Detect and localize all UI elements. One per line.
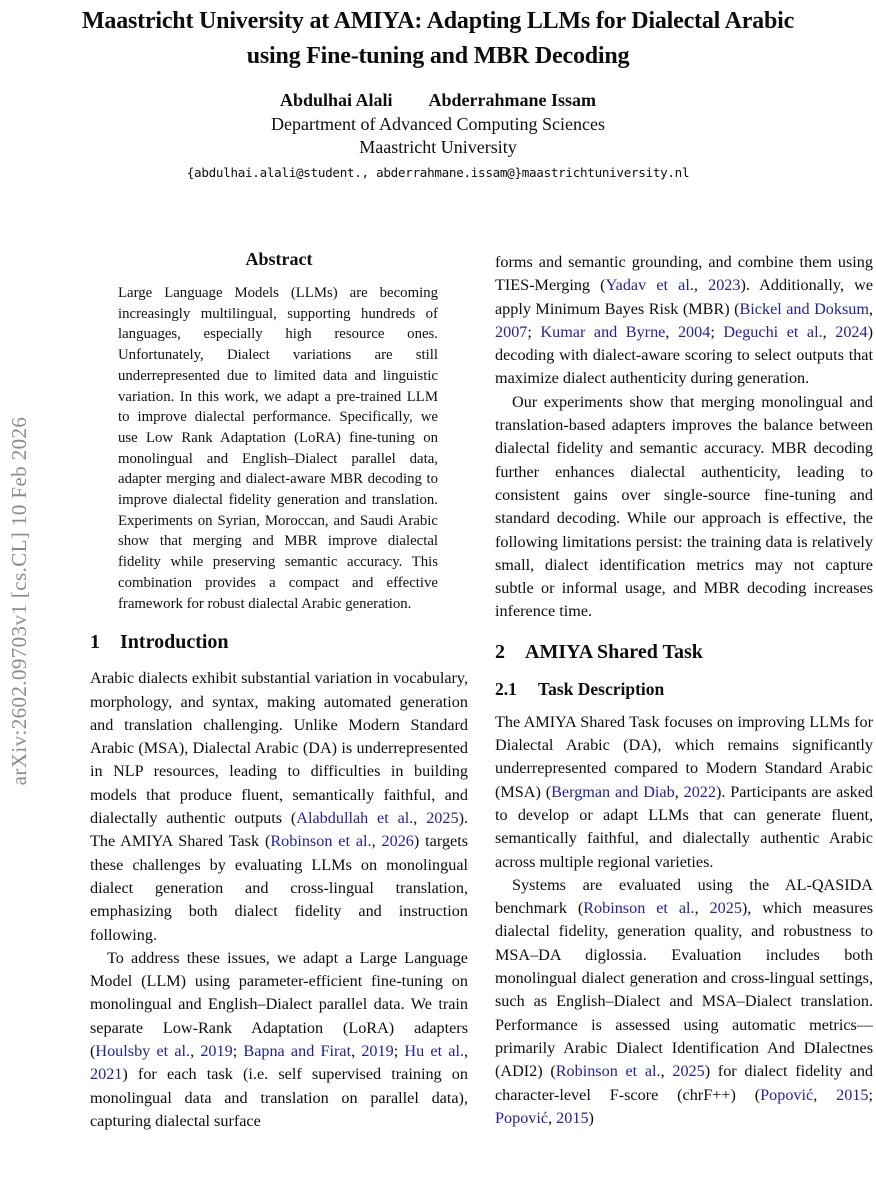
paragraph-text: , [674,782,684,801]
paragraph-text: The AMIYA Shared Task focuses on improving LLMs for Dialectal Arabic (DA), which remains significantly underrepresented compared to Modern Standard Arabic (MSA) ( [495,712,873,801]
intro-paragraph-2-continued [495,251,873,391]
paragraph-text: ). The AMIYA Shared Task ( [90,809,468,851]
citation-link[interactable]: Robinson et al. [555,1062,661,1081]
citation-link[interactable]: 2019 [200,1042,233,1060]
paragraph-text: ; [868,1085,873,1104]
paragraph-text: Our experiments show that merging monolingual and translation-based adapters improves the balance between dialectal fidelity and semantic accuracy. MBR decoding further enhances dialectal authenticity, leading to consistent gains over single-source fine-tuning and standard decoding. While our approach is effective, the following limitations persist: the training data is relatively small, dialect identification metrics may not capture subtle or informal usage, and MBR decoding increases inference time. [495,392,873,621]
task-paragraph-1 [495,711,873,874]
citation-link[interactable]: 2021 [90,1065,123,1084]
intro-paragraph-1 [90,667,468,947]
paragraph-text: ). Participants are asked to develop or adapt LLMs that can generate fluent, semantically faithful, and dialectally authentic Arabic across multiple regional varieties. [495,782,873,871]
paragraph-text: ) [588,1108,594,1127]
paragraph-text: ) for dialect fidelity and character-level F-score (chrF++) ( [495,1062,874,1104]
title-line-1: Maastricht University at AMIYA: Adapting LLMs for Dialectal Arabic [81,8,795,34]
section-2-title: AMIYA Shared Task [525,640,703,663]
paragraph-text: ), which measures dialectal fidelity, generation quality, and robustness to MSA–DA diglossia. Evaluation includes both monolingual dialect generation and cross-lingual settings, such as English–Dialect and MSA–Dialect translation. Performance is assessed using automatic metrics—primarily Arabic Dialect Identification And DIalectnes (ADI2) ( [495,899,873,1081]
abstract-heading: Abstract [245,249,313,269]
right-column [495,249,873,1133]
paragraph-text: ; [393,1042,405,1060]
citation-link[interactable]: Bergman and Diab [551,782,675,801]
citation-link[interactable]: Yadav et al. [605,276,694,295]
citation-link[interactable]: 2007 [495,322,528,341]
task-paragraph-2 [495,874,873,1130]
paragraph-text: , [665,322,678,341]
citation-link[interactable]: Bapna and Firat [243,1042,352,1060]
paragraph-text: , [190,1042,201,1060]
paper-title [0,4,876,74]
citation-link[interactable]: 2004 [677,322,711,341]
section-1-title: Introduction [120,631,229,654]
citation-link[interactable]: Deguchi et al. [723,322,823,341]
citation-link[interactable]: Hu et al. [404,1042,464,1060]
citation-link[interactable]: 2022 [683,782,716,801]
citation-link[interactable]: Popović [495,1108,549,1127]
section-1-number: 1 [90,631,100,654]
section-2-1-heading [495,679,873,700]
two-column-body [90,249,873,1133]
citation-link[interactable]: 2024 [835,322,868,341]
paragraph-text: Arabic dialects exhibit substantial variation in vocabulary, morphology, and syntax, making automated generation and translation challenging. Unlike Modern Standard Arabic (MSA), Dialectal Arabic (DA) is underrepresented in NLP resources, leading to difficulties in building models that produce fluent, semantically faithful, and dialectally authentic outputs ( [90,669,468,828]
paragraph-text: , [868,299,873,318]
affiliation-university: Maastricht University [359,137,517,157]
citation-link[interactable]: 2026 [381,832,414,851]
author-name-1: Abdulhai Alali [279,90,393,110]
citation-link[interactable]: Popović [760,1085,814,1104]
paragraph-text: , [371,832,382,851]
paragraph-text: , [660,1062,673,1081]
paragraph-text: ; [527,322,541,341]
paragraph-text: , [694,899,710,918]
title-line-2: using Fine-tuning and MBR Decoding [246,43,630,69]
paragraph-text: , [413,809,427,828]
paper-header [0,4,876,180]
citation-link[interactable]: 2019 [361,1042,394,1060]
citation-link[interactable]: Houlsby et al. [95,1042,191,1060]
paragraph-text: forms and semantic grounding, and combine them using TIES-Merging ( [495,253,873,295]
paragraph-text: ) decoding with dialect-aware scoring to select outputs that maximize dialect authenticity during generation. [495,322,873,388]
section-1-heading [90,631,468,654]
citation-link[interactable]: 2025 [709,899,742,918]
section-2-number: 2 [495,640,505,663]
paragraph-text: , [822,322,836,341]
citation-link[interactable]: 2025 [426,809,459,828]
citation-link[interactable]: Alabdullah et al. [296,809,414,828]
paragraph-text: , [464,1042,469,1060]
paragraph-text: , [351,1042,362,1060]
affiliation-department: Department of Advanced Computing Sciences [271,114,605,134]
paragraph-text: ) for each task (i.e. self supervised training on monolingual data and translation on parallel data), capturing dialectal surface [90,1065,468,1130]
section-2-1-number: 2.1 [495,678,517,699]
left-column [90,249,468,1133]
citation-link[interactable]: Robinson et al. [270,832,372,851]
citation-link[interactable]: 2015 [556,1108,589,1127]
author-name-2: Abderrahmane Issam [428,90,597,110]
paragraph-text: , [548,1108,557,1127]
abstract-text: Large Language Models (LLMs) are becoming increasingly multilingual, supporting hundreds of languages, especially high resource ones. Unfortunately, Dialect variations are still underrepresented due to limited data and linguistic variation. In this work, we adapt a pre-trained LLM to improve dialectal performance. Specifically, we use Low Rank Adaptation (LoRA) fine-tuning on monolingual and English–Dialect parallel data, adapter merging and dialect-aware MBR decoding to improve dialectal fidelity generation and translation. Experiments on Syrian, Moroccan, and Saudi Arabic show that merging and MBR improve dialectal fidelity while preserving semantic accuracy. This combination provides a compact and effective framework for robust dialectal Arabic generation. [118,285,438,612]
author-row [0,89,876,111]
section-2-1-title: Task Description [538,678,665,699]
author-emails: {abdulhai.alali@student., abderrahmane.issam@}maastrichtuniversity.nl [186,165,690,180]
citation-link[interactable]: 2023 [708,276,741,295]
arxiv-watermark: arXiv:2602.09703v1 [cs.CL] 10 Feb 2026 [7,416,31,786]
paragraph-text: To address these issues, we adapt a Large Language Model (LLM) using parameter-efficient fine-tuning on monolingual and English–Dialect parallel data. We train separate Low-Rank Adaptation (LoRA) adapters ( [90,948,468,1060]
paragraph-text: ; [710,322,724,341]
paragraph-text: , [813,1085,837,1104]
paragraph-text: ). Additionally, we apply Minimum Bayes Risk (MBR) ( [495,276,874,318]
paragraph-text: , [693,276,709,295]
citation-link[interactable]: Kumar and Byrne [540,322,666,341]
citation-link[interactable]: Bickel and Doksum [739,299,869,318]
intro-paragraph-2 [90,947,468,1133]
paragraph-text: ) targets these challenges by evaluating LLMs on monolingual dialect generation and cross-lingual translation, emphasizing both dialect fidelity and instruction following. [90,832,469,944]
citation-link[interactable]: 2015 [836,1085,869,1104]
paragraph-text: Systems are evaluated using the AL-QASIDA benchmark ( [495,875,873,918]
intro-paragraph-3 [495,391,873,624]
paragraph-text: ; [232,1042,244,1060]
section-2-heading [495,641,873,664]
citation-link[interactable]: 2025 [672,1062,705,1081]
citation-link[interactable]: Robinson et al. [583,899,695,918]
